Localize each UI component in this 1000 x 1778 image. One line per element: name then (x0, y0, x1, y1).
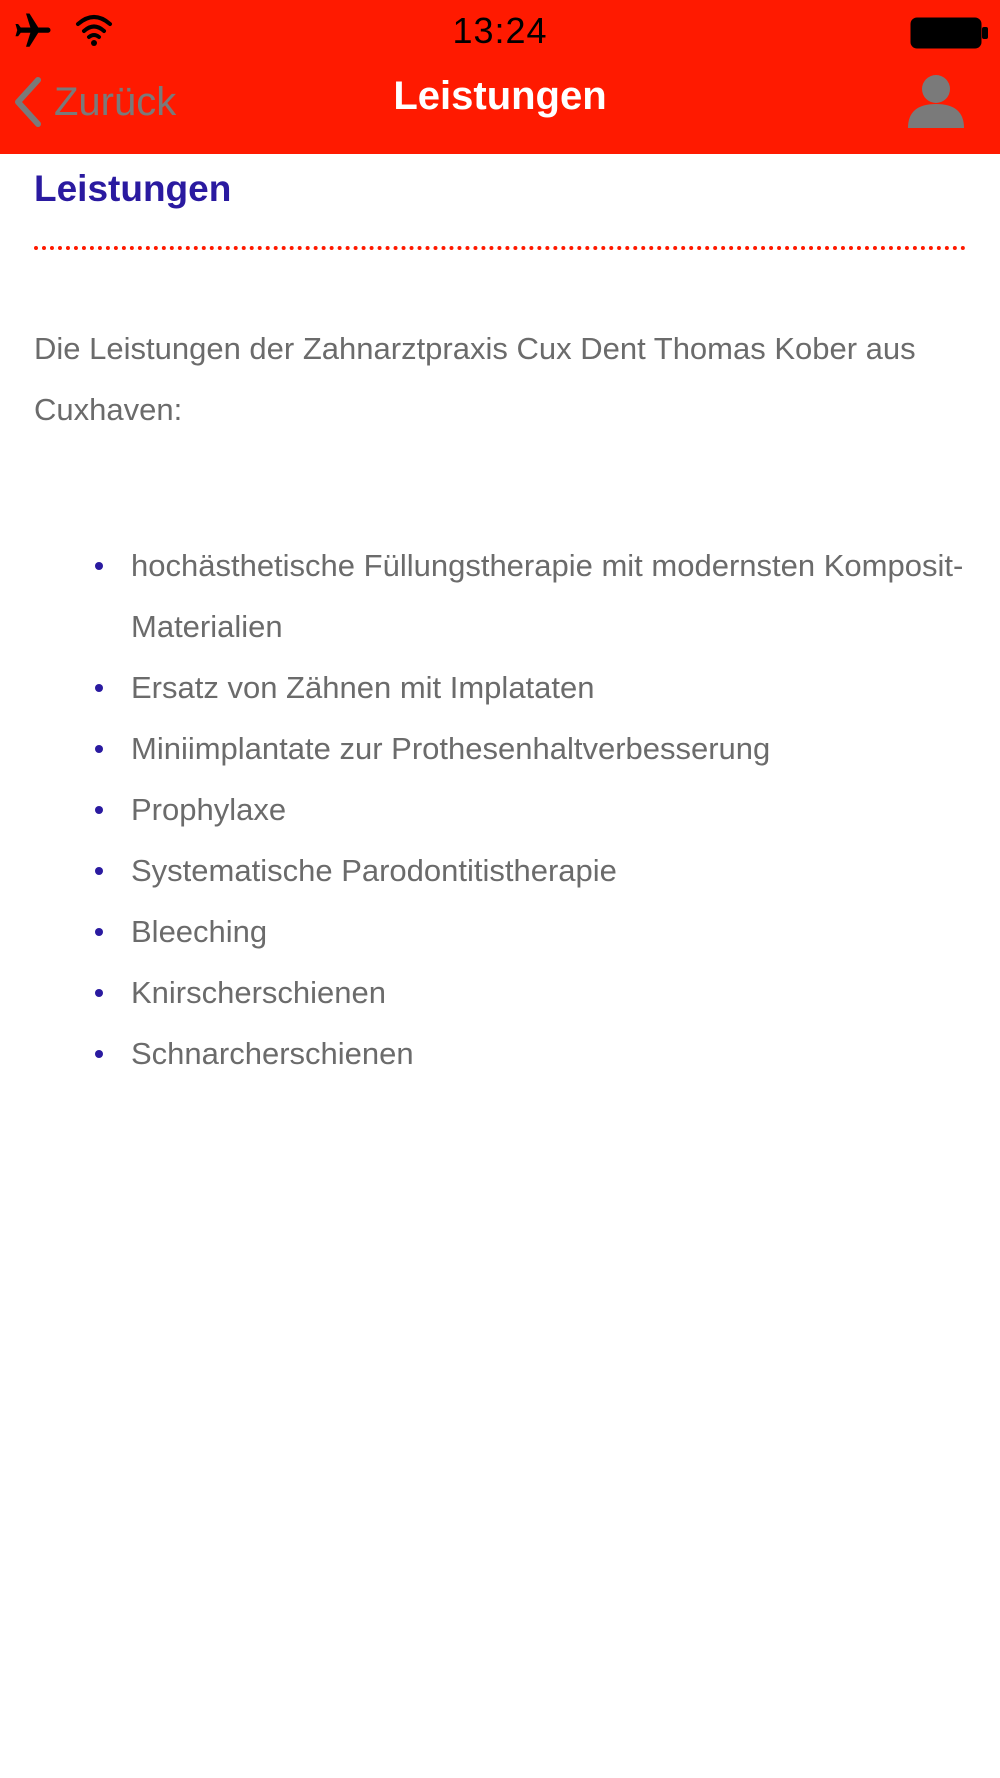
bullet-icon (95, 1050, 103, 1058)
service-label: Prophylaxe (131, 792, 287, 827)
service-item (34, 535, 966, 657)
battery-icon (910, 16, 990, 50)
service-label: Miniimplantate zur Prothesenhaltverbesserung (131, 731, 771, 766)
service-label: hochästhetische Füllungstherapie mit modernsten Komposit-Materialien (131, 548, 964, 644)
dotted-divider (34, 246, 966, 250)
bullet-icon (95, 989, 103, 997)
service-label: Schnarcherschienen (131, 1036, 414, 1071)
service-item (34, 779, 966, 840)
page-heading: Leistungen (34, 168, 232, 209)
content (34, 154, 966, 1084)
bullet-icon (95, 562, 103, 570)
service-label: Bleeching (131, 914, 268, 949)
status-bar (0, 0, 1000, 62)
service-item (34, 901, 966, 962)
service-label: Knirscherschienen (131, 975, 387, 1010)
service-item (34, 657, 966, 718)
bullet-icon (95, 745, 103, 753)
back-label: Zurück (54, 79, 177, 124)
status-time: 13:24 (452, 10, 548, 51)
service-item (34, 718, 966, 779)
bullet-icon (95, 867, 103, 875)
service-label: Ersatz von Zähnen mit Implataten (131, 670, 595, 705)
services-list (34, 535, 966, 1084)
bullet-icon (95, 684, 103, 692)
service-item (34, 962, 966, 1023)
nav-title: Leistungen (393, 74, 607, 118)
service-item (34, 1023, 966, 1084)
header (0, 0, 1000, 154)
intro-text: Die Leistungen der Zahnarztpraxis Cux Dent Thomas Kober aus Cuxhaven: (34, 331, 916, 427)
bullet-icon (95, 928, 103, 936)
user-icon[interactable] (906, 72, 966, 128)
service-item (34, 840, 966, 901)
service-label: Systematische Parodontitistherapie (131, 853, 617, 888)
bullet-icon (95, 806, 103, 814)
